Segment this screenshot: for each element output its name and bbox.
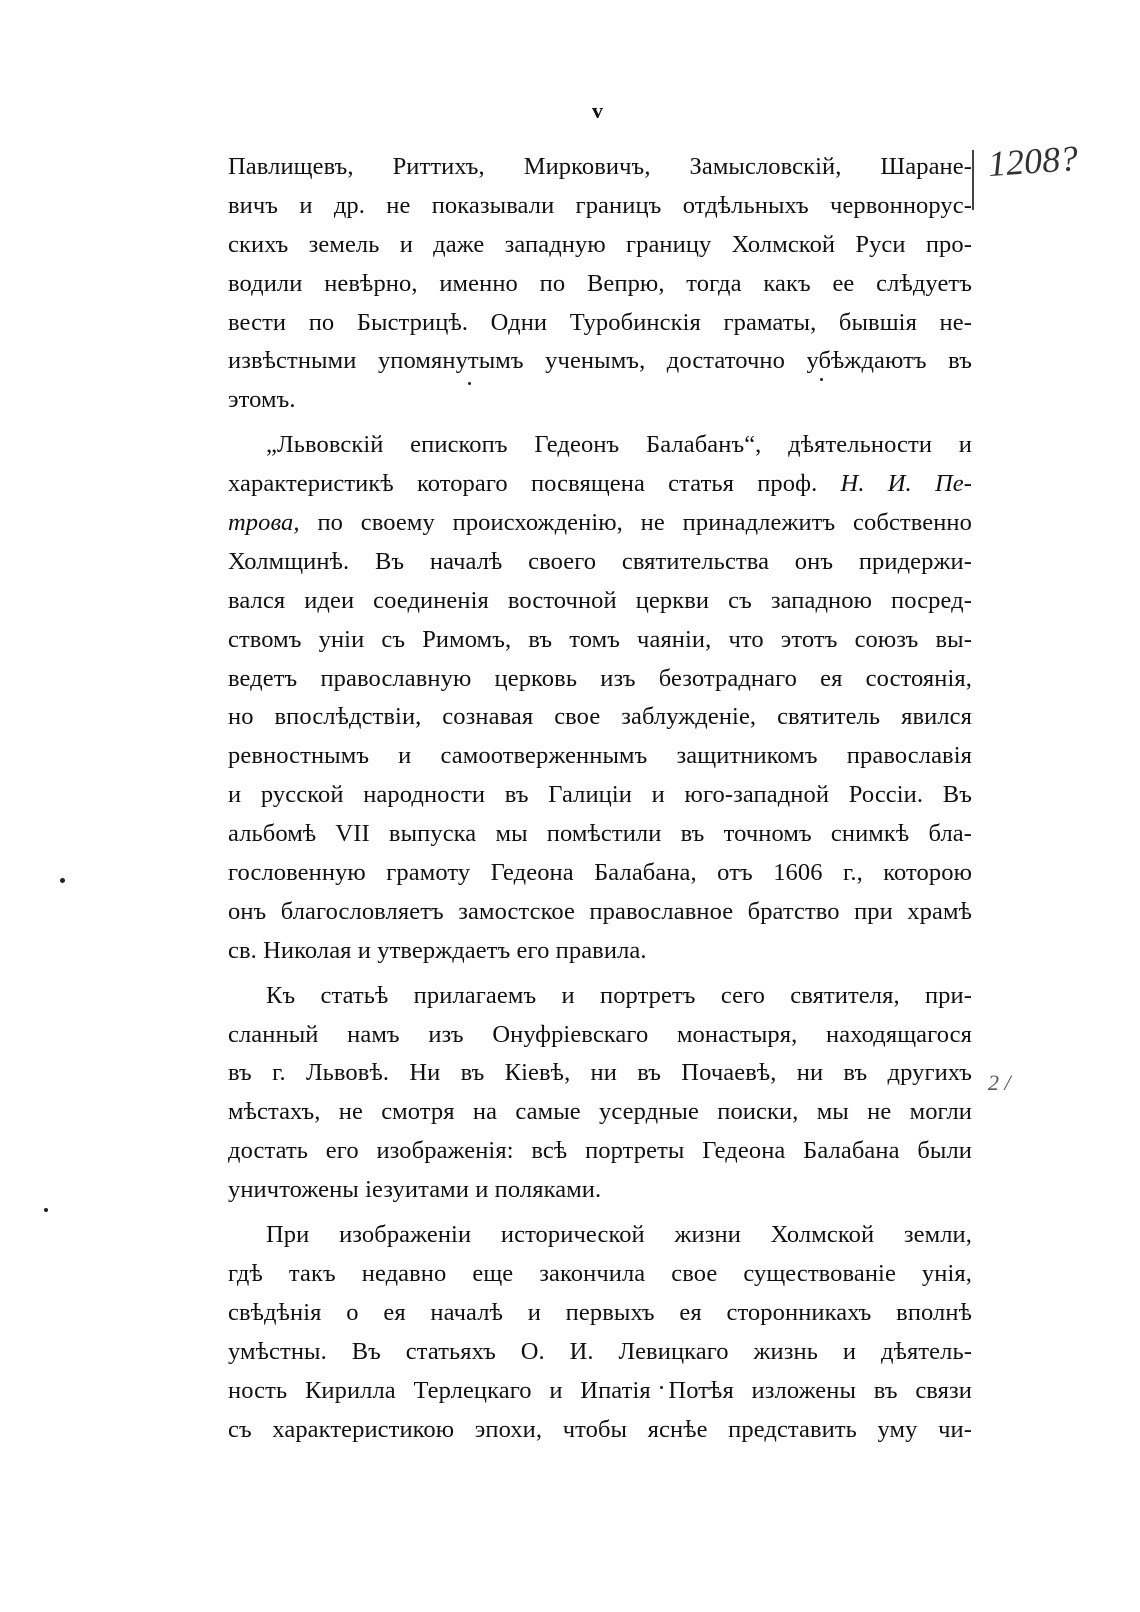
text-line: альбомѣ VII выпуска мы помѣстили въ точномъ снимкѣ бла- [228,820,972,848]
text-line: Къ статьѣ прилагаемъ и портретъ сего святителя, при- [266,981,972,1009]
text-line: вался идеи соединенія восточной церкви съ западною посред- [228,586,972,614]
text-line: гдѣ такъ недавно еще закончила свое существованіе унія, [228,1259,972,1287]
text-line-part: по своему происхожденію, не принадлежитъ собственно [317,509,972,537]
text-line: свѣдѣнія о ея началѣ и первыхъ ея сторонникахъ вполнѣ [228,1298,972,1326]
text-line: съ характеристикою эпохи, чтобы яснѣе представить уму чи- [228,1415,972,1443]
text-line: сланный намъ изъ Онуфріевскаго монастыря, находящагося [228,1020,972,1048]
text-line-part: характеристикѣ котораго посвящена статья проф. [228,470,818,498]
text-line: гословенную грамоту Гедеона Балабана, отъ 1606 г., которою [228,859,972,887]
page-number: v [592,98,603,123]
text-line: скихъ земель и даже западную границу Холмской Руси про- [228,230,972,258]
scan-speck [60,878,65,883]
text-line: Холмщинѣ. Въ началѣ своего святительства онъ придержи- [228,547,972,575]
body-text [228,148,972,1449]
text-line: но впослѣдствіи, сознавая свое заблужденіе, святитель явился [228,703,972,731]
paragraph [228,1216,972,1449]
text-line: ность Кирилла Терлецкаго и Ипатія Потѣя изложены въ связи [228,1376,972,1404]
text-line: въ г. Львовѣ. Ни въ Кіевѣ, ни въ Почаевѣ, ни въ другихъ [228,1059,972,1087]
text-line: уничтожены іезуитами и поляками. [228,1176,602,1204]
handwritten-margin-mark: 2 / [988,1070,1011,1095]
text-line: ревностнымъ и самоотверженнымъ защитникомъ православія [228,742,972,770]
author-name-italic: Н. И. Пе- [840,470,973,498]
margin-bracket-line [972,150,974,210]
text-line: извѣстными упомянутымъ ученымъ, достаточно убѣждаютъ въ [228,347,972,375]
text-line: достать его изображенія: всѣ портреты Гедеона Балабана были [228,1137,972,1165]
handwritten-margin-note: 1208? [986,137,1080,185]
text-line [228,504,972,543]
text-line: „Львовскій епископъ Гедеонъ Балабанъ“, дѣятельности и [266,431,972,459]
text-line: вести по Быстрицѣ. Одни Туробинскія граматы, бывшія не- [228,308,972,336]
text-line: мѣстахъ, не смотря на самые усердные поиски, мы не могли [228,1098,972,1126]
text-line: св. Николая и утверждаетъ его правила. [228,936,647,964]
scan-speck [44,1208,48,1212]
text-line: умѣстны. Въ статьяхъ О. И. Левицкаго жизнь и дѣятель- [228,1337,972,1365]
text-line: вичъ и др. не показывали границъ отдѣльныхъ червоннорус- [228,191,972,219]
text-line: водили невѣрно, именно по Вепрю, тогда какъ ее слѣдуетъ [228,269,972,297]
text-line: ствомъ уніи съ Римомъ, въ томъ чаяніи, что этотъ союзъ вы- [228,625,972,653]
text-line: онъ благословляетъ замостское православное братство при храмѣ [228,897,972,925]
text-line [228,465,972,504]
text-line: Павлищевъ, Риттихъ, Мирковичъ, Замысловскій, Шаране- [228,153,972,180]
text-line: этомъ. [228,386,296,414]
text-line: ведетъ православную церковь изъ безотраднаго ея состоянія, [228,664,972,692]
text-line: и русской народности въ Галиціи и юго-западной Россіи. Въ [228,781,972,809]
paragraph [228,426,972,970]
paragraph [228,977,972,1210]
paragraph [228,148,972,420]
text-line: При изображеніи исторической жизни Холмской земли, [266,1221,972,1249]
author-name-italic-cont: трова, [228,509,300,537]
